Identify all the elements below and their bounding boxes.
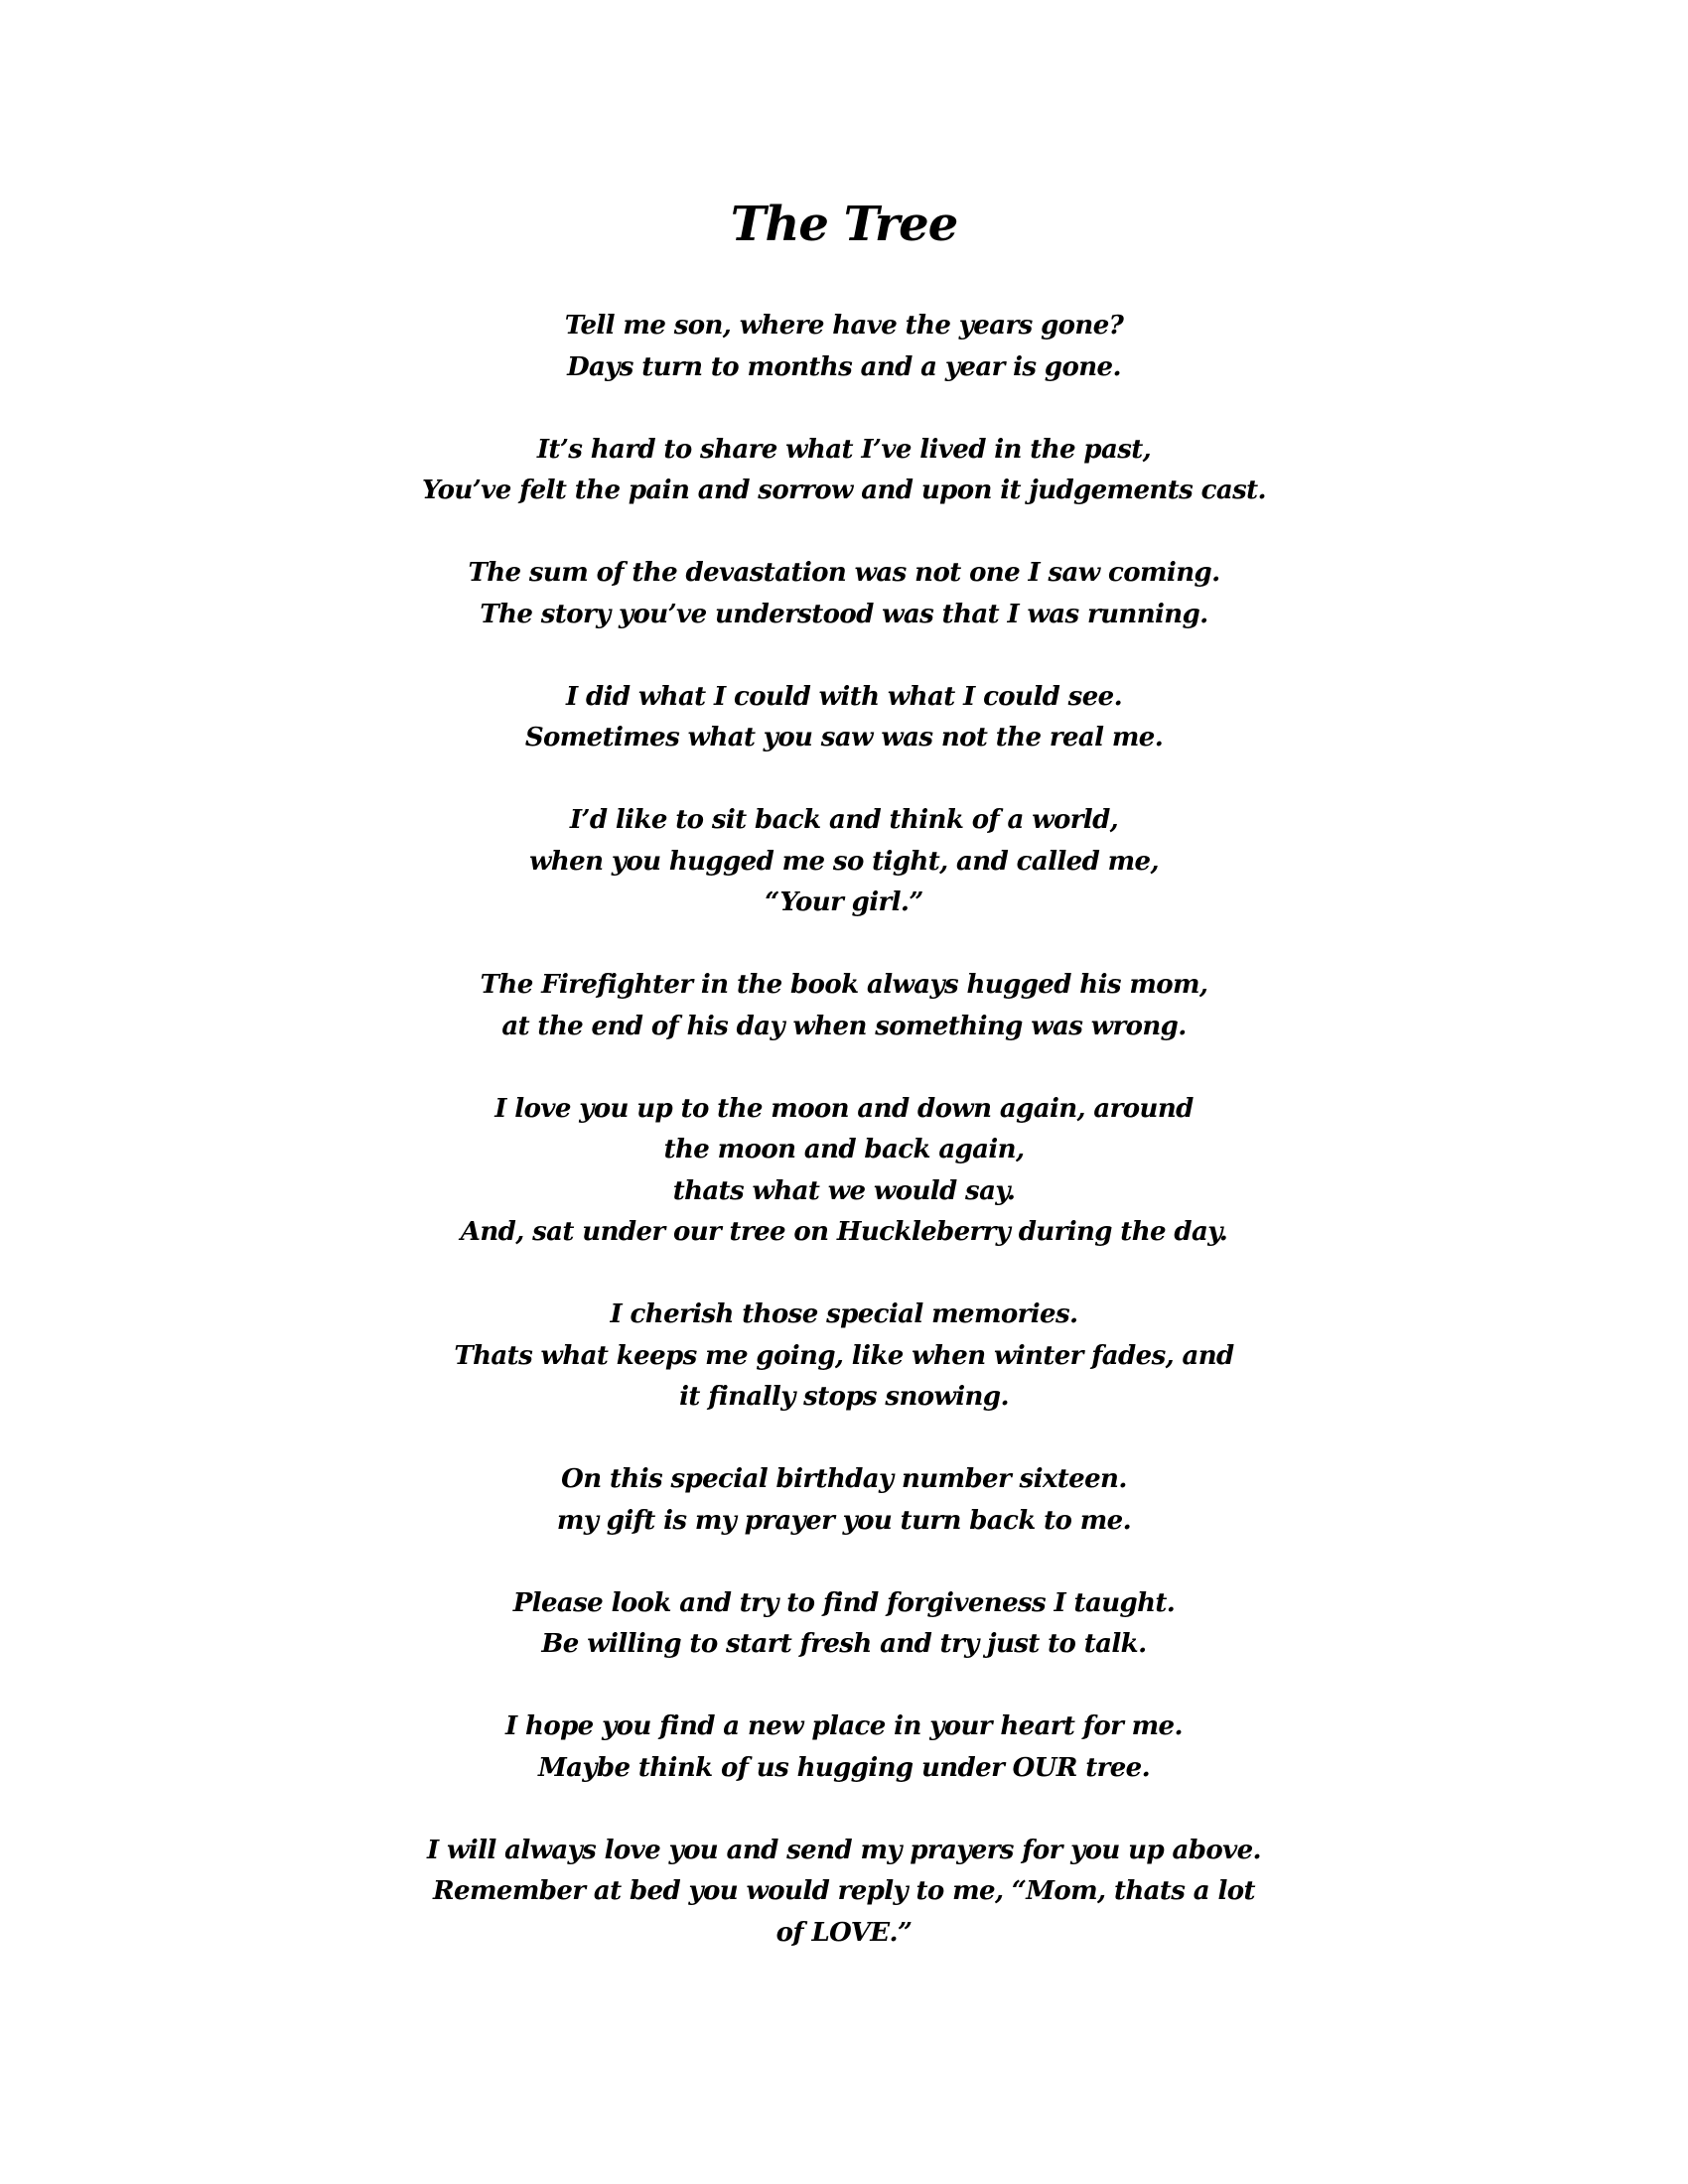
stanza-1 bbox=[0, 306, 1688, 388]
stanza-4 bbox=[0, 677, 1688, 759]
poem-line: my gift is my prayer you turn back to me. bbox=[556, 1505, 1132, 1536]
poem-line: I did what I could with what I could see. bbox=[565, 681, 1123, 712]
stanza-12 bbox=[0, 1831, 1688, 1955]
poem-line: of LOVE.” bbox=[775, 1917, 913, 1948]
poem-line: It’s hard to share what I’ve lived in the past, bbox=[536, 434, 1152, 465]
poem-line: “Your girl.” bbox=[765, 887, 923, 917]
stanza-5 bbox=[0, 800, 1688, 924]
stanza-9 bbox=[0, 1459, 1688, 1542]
poem-line: Days turn to months and a year is gone. bbox=[567, 351, 1121, 382]
poem-line: Sometimes what you saw was not the real me. bbox=[524, 723, 1164, 752]
poem-line: Be willing to start fresh and try just to talk. bbox=[541, 1629, 1147, 1659]
stanza-6 bbox=[0, 965, 1688, 1047]
poem-body bbox=[0, 306, 1688, 1995]
poem-line: I cherish those special memories. bbox=[610, 1299, 1078, 1329]
poem-line: Maybe think of us hugging under OUR tree. bbox=[537, 1752, 1151, 1783]
poem-line: Tell me son, where have the years gone? bbox=[564, 311, 1124, 341]
poem-line: it finally stops snowing. bbox=[679, 1382, 1009, 1412]
poem-line: the moon and back again, bbox=[663, 1135, 1025, 1164]
poem-line: I’d like to sit back and think of a world, bbox=[569, 805, 1119, 835]
stanza-7 bbox=[0, 1089, 1688, 1254]
poem-line: And, sat under our tree on Huckleberry during the day. bbox=[460, 1217, 1228, 1247]
stanza-11 bbox=[0, 1706, 1688, 1789]
poem-line: at the end of his day when something was wrong. bbox=[501, 1011, 1187, 1041]
poem-line: The story you’ve understood was that I was running. bbox=[480, 599, 1208, 629]
stanza-3 bbox=[0, 553, 1688, 635]
poem-line: thats what we would say. bbox=[672, 1175, 1016, 1206]
stanza-2 bbox=[0, 430, 1688, 512]
poem-line: On this special birthday number sixteen. bbox=[561, 1464, 1127, 1494]
poem-line: Please look and try to find forgiveness I taught. bbox=[512, 1587, 1176, 1618]
poem-line: The sum of the devastation was not one I saw coming. bbox=[468, 558, 1220, 588]
poem-line: Remember at bed you would reply to me, “Mom, thats a lot bbox=[433, 1876, 1255, 1906]
poem-line: You’ve felt the pain and sorrow and upon it judgements cast. bbox=[421, 476, 1266, 505]
stanza-10 bbox=[0, 1583, 1688, 1666]
poem-line: I hope you find a new place in your heart for me. bbox=[505, 1711, 1183, 1741]
poem-line: Thats what keeps me going, like when winter fades, and bbox=[454, 1340, 1234, 1371]
stanza-8 bbox=[0, 1295, 1688, 1419]
poem-title: The Tree bbox=[730, 197, 958, 252]
poem-line: I love you up to the moon and down again, around bbox=[494, 1093, 1194, 1124]
poem-line: The Firefighter in the book always hugged his mom, bbox=[480, 970, 1208, 1000]
poem-line: when you hugged me so tight, and called me, bbox=[529, 846, 1159, 877]
poem-line: I will always love you and send my prayers for you up above. bbox=[427, 1835, 1261, 1865]
